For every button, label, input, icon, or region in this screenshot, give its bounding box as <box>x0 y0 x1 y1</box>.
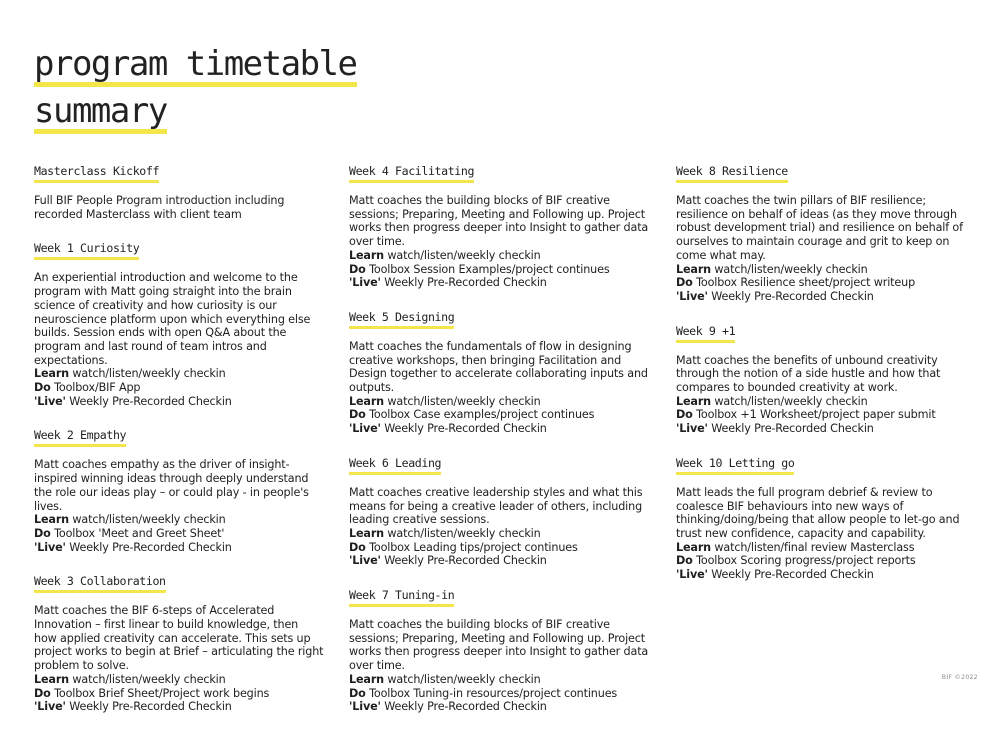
activity-line <box>349 249 649 263</box>
timetable-section <box>34 160 324 221</box>
activity-line <box>676 568 976 582</box>
activity-line <box>349 276 649 290</box>
timetable-section <box>34 570 324 714</box>
activity-text: watch/listen/weekly checkin <box>384 248 541 262</box>
activity-label: 'Live' <box>349 554 381 568</box>
activity-label: Learn <box>34 513 69 527</box>
activity-text: Toolbox +1 Worksheet/project paper submit <box>692 408 936 422</box>
activity-label: Do <box>34 526 51 540</box>
section-heading: Week 2 Empathy <box>34 429 126 447</box>
activity-text: Toolbox Leading tips/project continues <box>365 540 578 554</box>
section-description: Matt leads the full program debrief & review to coalesce BIF behaviours into new ways of thinking/doing/being that allow people to let-go and trust new confidence, capacity and capability. <box>676 485 960 540</box>
activity-line <box>676 408 976 422</box>
page-title <box>34 44 357 138</box>
activity-text: Weekly Pre-Recorded Checkin <box>380 422 547 436</box>
activity-label: Do <box>676 554 693 568</box>
activity-text: Toolbox Tuning-in resources/project continues <box>365 686 618 700</box>
section-heading: Week 8 Resilience <box>676 165 788 183</box>
page-title-line-2: summary <box>34 95 167 134</box>
section-heading: Week 3 Collaboration <box>34 575 166 593</box>
activity-label: Learn <box>676 262 711 276</box>
section-heading: Week 1 Curiosity <box>34 242 139 260</box>
activity-line <box>349 700 649 714</box>
activity-line <box>676 276 976 290</box>
activity-line <box>349 554 649 568</box>
activity-label: 'Live' <box>34 540 66 554</box>
activity-line <box>676 541 976 555</box>
timetable-section <box>676 452 976 582</box>
activity-line <box>34 527 324 541</box>
section-heading: Week 10 Letting go <box>676 457 794 475</box>
column-3 <box>676 160 976 598</box>
section-description: Full BIF People Program introduction including recorded Masterclass with client team <box>34 194 285 221</box>
activity-line <box>676 290 976 304</box>
section-heading: Week 6 Leading <box>349 457 441 475</box>
activity-text: watch/listen/weekly checkin <box>69 513 226 527</box>
timetable-section <box>349 452 649 568</box>
activity-text: Weekly Pre-Recorded Checkin <box>65 540 232 554</box>
activity-line <box>34 395 324 409</box>
activity-line <box>34 367 324 381</box>
activity-label: Do <box>34 686 51 700</box>
activity-label: 'Live' <box>349 700 381 714</box>
activity-text: Toolbox Resilience sheet/project writeup <box>692 276 916 290</box>
section-description: Matt coaches empathy as the driver of insight-inspired winning ideas through deeply understand the role our ideas play – or could play - in people's lives. <box>34 458 309 513</box>
activity-line <box>34 687 324 701</box>
activity-line <box>349 408 649 422</box>
footer-copyright: BIF ©2022 <box>941 674 978 681</box>
activity-label: Do <box>349 262 366 276</box>
activity-label: 'Live' <box>34 394 66 408</box>
activity-label: Do <box>676 276 693 290</box>
activity-text: Toolbox Scoring progress/project reports <box>692 554 916 568</box>
activity-label: Learn <box>676 540 711 554</box>
activity-text: watch/listen/weekly checkin <box>711 262 868 276</box>
activity-text: Weekly Pre-Recorded Checkin <box>707 422 874 436</box>
activity-line <box>34 700 324 714</box>
activity-label: Do <box>349 408 366 422</box>
activity-text: Weekly Pre-Recorded Checkin <box>65 394 232 408</box>
activity-text: watch/listen/final review Masterclass <box>711 540 915 554</box>
timetable-section <box>676 160 976 304</box>
activity-label: Learn <box>349 248 384 262</box>
activity-text: Weekly Pre-Recorded Checkin <box>380 700 547 714</box>
activity-label: 'Live' <box>349 276 381 290</box>
activity-label: Learn <box>34 367 69 381</box>
activity-text: watch/listen/weekly checkin <box>711 394 868 408</box>
activity-label: Do <box>349 540 366 554</box>
activity-label: Do <box>676 408 693 422</box>
activity-text: Weekly Pre-Recorded Checkin <box>65 700 232 714</box>
page-title-line-1: program timetable <box>34 48 357 87</box>
activity-text: Weekly Pre-Recorded Checkin <box>707 289 874 303</box>
column-1 <box>34 160 324 730</box>
activity-label: Learn <box>676 394 711 408</box>
activity-text: Toolbox 'Meet and Greet Sheet' <box>50 526 225 540</box>
activity-text: Toolbox Case examples/project continues <box>365 408 595 422</box>
activity-line <box>349 673 649 687</box>
activity-line <box>676 263 976 277</box>
activity-text: Weekly Pre-Recorded Checkin <box>707 568 874 582</box>
activity-label: Learn <box>34 672 69 686</box>
activity-line <box>676 554 976 568</box>
activity-label: 'Live' <box>349 422 381 436</box>
activity-text: Toolbox Brief Sheet/Project work begins <box>50 686 270 700</box>
section-heading: Week 5 Designing <box>349 311 454 329</box>
activity-text: Toolbox/BIF App <box>50 381 141 395</box>
activity-text: watch/listen/weekly checkin <box>69 367 226 381</box>
activity-label: 'Live' <box>676 568 708 582</box>
activity-label: Learn <box>349 672 384 686</box>
section-heading: Week 7 Tuning-in <box>349 589 454 607</box>
activity-text: watch/listen/weekly checkin <box>384 672 541 686</box>
section-description: Matt coaches the benefits of unbound creativity through the notion of a side hustle and how that compares to bounded creativity at work. <box>676 353 941 395</box>
activity-line <box>349 395 649 409</box>
activity-line <box>34 673 324 687</box>
activity-line <box>676 422 976 436</box>
section-heading: Week 4 Facilitating <box>349 165 474 183</box>
section-heading: Masterclass Kickoff <box>34 165 159 183</box>
activity-label: 'Live' <box>676 289 708 303</box>
activity-text: Weekly Pre-Recorded Checkin <box>380 554 547 568</box>
timetable-section <box>34 424 324 554</box>
activity-line <box>34 513 324 527</box>
activity-text: Weekly Pre-Recorded Checkin <box>380 276 547 290</box>
activity-line <box>349 527 649 541</box>
activity-text: watch/listen/weekly checkin <box>69 672 226 686</box>
activity-line <box>349 263 649 277</box>
activity-line <box>34 381 324 395</box>
activity-label: 'Live' <box>34 700 66 714</box>
section-description: Matt coaches the BIF 6-steps of Accelerated Innovation – first linear to build knowledge, then how applied creativity can accelerate. This sets up project works to begin at Brief – articulating the right problem to solve. <box>34 604 324 673</box>
section-heading: Week 9 +1 <box>676 325 735 343</box>
section-description: Matt coaches the fundamentals of flow in designing creative workshops, then bringing Facilitation and Design together to accelerate collaborating inputs and outputs. <box>349 339 648 395</box>
section-description: Matt coaches creative leadership styles and what this means for being a creative leader of others, including leading creative sessions. <box>349 485 643 527</box>
activity-label: Learn <box>349 526 384 540</box>
section-description: Matt coaches the building blocks of BIF creative sessions; Preparing, Meeting and Following up. Project works then progress deeper into Insight to gather data over time. <box>349 194 649 249</box>
section-description: Matt coaches the building blocks of BIF creative sessions; Preparing, Meeting and Following up. Project works then progress deeper into Insight to gather data over time. <box>349 618 649 673</box>
column-2 <box>349 160 649 730</box>
activity-label: 'Live' <box>676 422 708 436</box>
activity-text: Toolbox Session Examples/project continues <box>365 262 610 276</box>
section-description: Matt coaches the twin pillars of BIF resilience; resilience on behalf of ideas (as they move through robust development trial) and resilience on behalf of ourselves to maintain courage and grit to keep on come what may. <box>676 194 963 262</box>
activity-line <box>676 395 976 409</box>
activity-text: watch/listen/weekly checkin <box>384 526 541 540</box>
activity-label: Learn <box>349 394 384 408</box>
timetable-section <box>676 320 976 436</box>
activity-line <box>34 541 324 555</box>
timetable-section <box>349 306 649 436</box>
activity-label: Do <box>34 381 51 395</box>
timetable-section <box>349 160 649 290</box>
timetable-section <box>34 237 324 408</box>
activity-line <box>349 541 649 555</box>
activity-label: Do <box>349 686 366 700</box>
activity-line <box>349 422 649 436</box>
timetable-section <box>349 584 649 714</box>
activity-text: watch/listen/weekly checkin <box>384 394 541 408</box>
activity-line <box>349 687 649 701</box>
section-description: An experiential introduction and welcome to the program with Matt going straight into the brain science of creativity and how curiosity is our neuroscience platform upon which everything else builds. Session ends with open Q&A about the program and last round of team intros and expectations. <box>34 271 311 367</box>
